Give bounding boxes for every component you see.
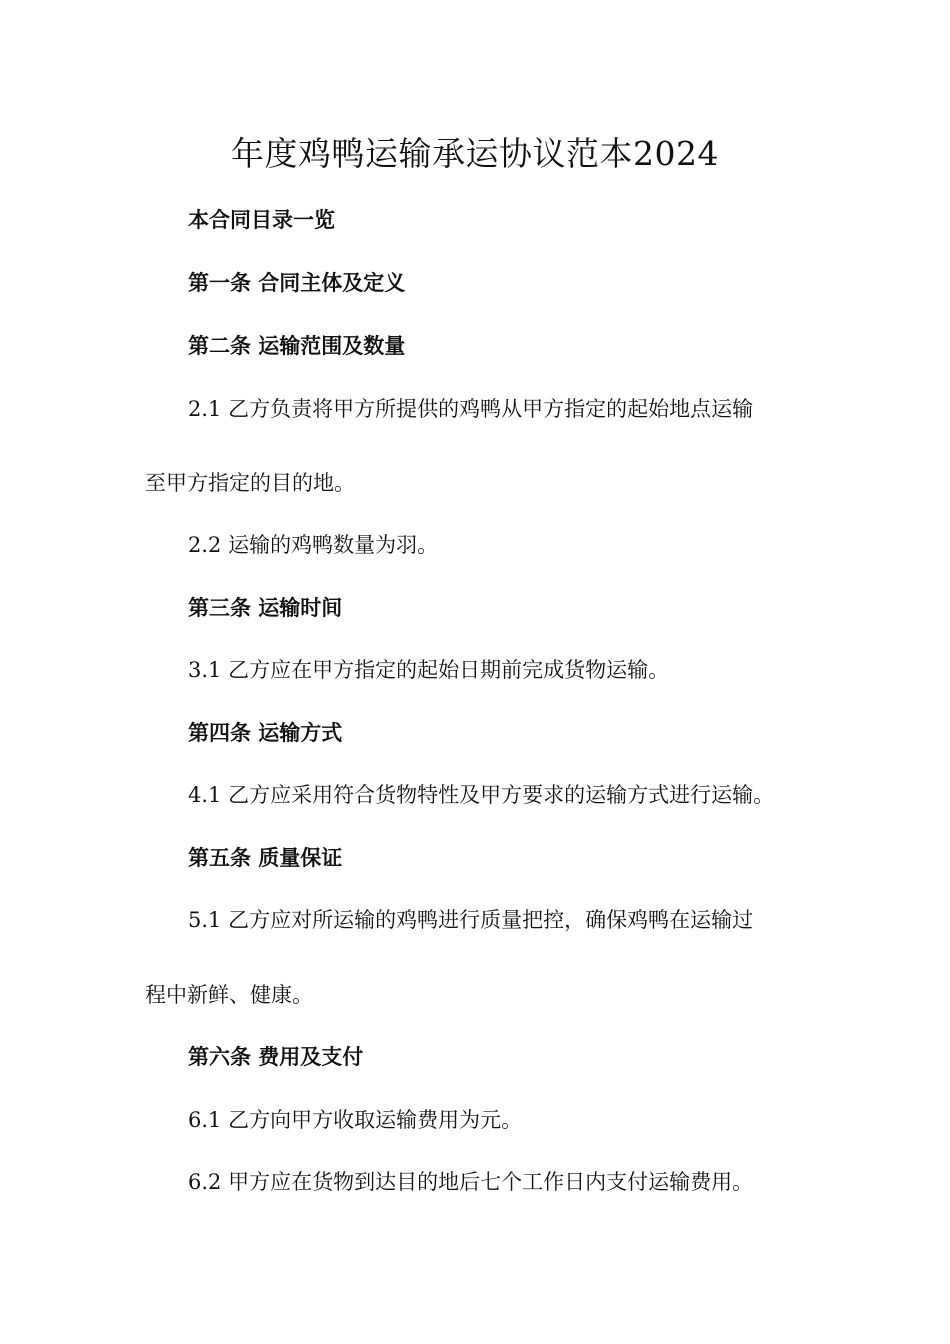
clause-5-1-continued: 程中新鲜、健康。 [145,983,313,1007]
clause-2-1: 2.1 乙方负责将甲方所提供的鸡鸭从甲方指定的起始地点运输 [188,397,754,421]
article-3-heading: 第三条 运输时间 [188,595,343,620]
clause-4-1: 4.1 乙方应采用符合货物特性及甲方要求的运输方式进行运输。 [188,783,775,807]
clause-6-2: 6.2 甲方应在货物到达目的地后七个工作日内支付运输费用。 [188,1170,754,1194]
clause-2-1-continued: 至甲方指定的目的地。 [145,471,355,495]
clause-5-1: 5.1 乙方应对所运输的鸡鸭进行质量把控，确保鸡鸭在运输过 [188,908,754,932]
article-1-heading: 第一条 合同主体及定义 [188,270,406,295]
article-4-heading: 第四条 运输方式 [188,720,343,745]
clause-6-1: 6.1 乙方向甲方收取运输费用为元。 [188,1108,523,1132]
toc-heading: 本合同目录一览 [188,207,335,232]
document-title: 年度鸡鸭运输承运协议范本2024 [231,134,719,173]
article-5-heading: 第五条 质量保证 [188,845,343,870]
article-2-heading: 第二条 运输范围及数量 [188,333,406,358]
article-6-heading: 第六条 费用及支付 [188,1044,364,1069]
clause-3-1: 3.1 乙方应在甲方指定的起始日期前完成货物运输。 [188,658,670,682]
clause-2-2: 2.2 运输的鸡鸭数量为羽。 [188,533,439,557]
